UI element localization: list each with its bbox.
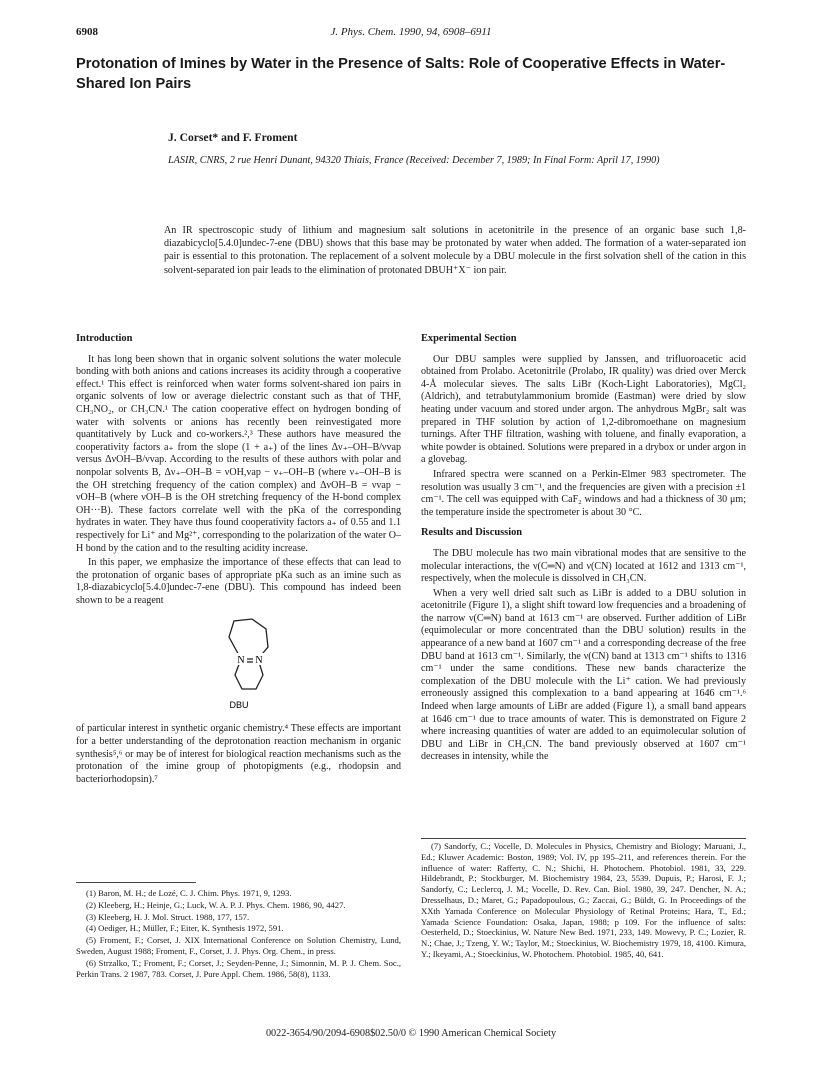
footnotes-right <box>421 838 746 961</box>
footnote: (7) Sandorfy, C.; Vocelle, D. Molecules in Physics, Chemistry and Biology; Maruani, J., Ed.; Kluwer Academic: Boston, 1989; Vol. IV, pp 195–211, and references therein. For the influence of water: Rafferty, C. N.; Shichi, H. Photochem. Photobiol. 1981, 33, 229. Hildebrandt, P.; Stockburger, M. Biochemistry 1984, 23, 5539. Dupuis, P.; Harosi, F. J.; Sandorfy, C.; Leclercq, J. M.; Vocelle, D. Rev. Can. Biol. 1980, 39, 247. Dencher, N. A.; Dresselhaus, D.; Maret, G.; Papadopoulous, G.; Zaccai, G.; Büldt, G. In Proceedings of the XXth Yamada Conference on Molecular Physiology of Retinal Proteins; Hara, T., Ed.; Yamada Science Foundation: Osaka, Japan, 1988; p 109. For the influence of salts: Oesterheld, D.; Stoeckinius, W. Nature New Bed. 1971, 233, 149. Mowevy, P. C.; Lozier, R. N.; Chae, J.; Tzeng, Y. W.; Taylor, M.; Stoeckinius, W. Biochemistry 1979, 18, 4100. Kimura, Y.; Ikeyami, A.; Stoeckinius, W. Photochem. Photobiol. 1985, 40, 641. <box>421 841 746 959</box>
footnote: (2) Kleeberg, H.; Heinje, G.; Luck, W. A. P. J. Phys. Chem. 1986, 90, 4427. <box>86 899 346 910</box>
running-header <box>76 26 746 42</box>
atom-n-2: N <box>254 655 263 667</box>
section-heading-introduction: Introduction <box>76 333 133 344</box>
page-number: 6908 <box>76 26 98 38</box>
section-heading-experimental: Experimental Section <box>421 333 517 344</box>
results-paragraph-1: The DBU molecule has two main vibrational modes that are sensitive to the molecular interactions, the ν(C═N) and ν(CN) located at 1612 and 1313 cm⁻¹, respectively, when the molecule is dissolved in CH₃CN. <box>421 547 746 585</box>
results-paragraph-2: When a very well dried salt such as LiBr is added to a DBU solution in acetonitrile (Figure 1), a slight shift toward low frequencies and a broadening of the narrow ν(C═N) band at 1613 cm⁻¹ are observed. Further addition of LiBr (equimolecular or more concentrated than the DBU solution) results in the appearance of a new band at 1607 cm⁻¹ and a corresponding decrease of the free DBU band at 1613 cm⁻¹. Similarly, the ν(CN) band at 1313 cm⁻¹ shifts to 1316 cm⁻¹ under the same conditions. These new bands characterize the complexation of the DBU molecule with the Li⁺ cation. We had previously erroneously assigned this complexation to a band appearing at 1646 cm⁻¹.⁶ Indeed when large amounts of LiBr are added (Figure 1), a small band appears at 1646 cm⁻¹ due to trace amounts of water. This is demonstrated on Figure 2 where increasing quantities of water are added to an equimolecular solution of DBU and LiBr in CH₃CN. The band previously observed at 1607 cm⁻¹ decreases in intensity, while the <box>421 587 746 763</box>
footnote: (5) Froment, F.; Corset, J. XIX International Conference on Solution Chemistry, Lund, Sweden, August 1988; Froment, F., Corset, J. J. Phys. Org. Chem., in press. <box>76 935 401 956</box>
footnote: (6) Strzalko, T.; Froment, F.; Corset, J.; Seyden-Penne, J.; Simonnin, M. P. J. Chem. Soc., Perkin Trans. 2 1987, 783. Corset, J. Pure Appl. Chem. 1986, 58(8), 1133. <box>76 957 401 979</box>
footnote: (4) Oediger, H.; Müller, F.; Eiter, K. Synthesis 1972, 591. <box>86 923 284 934</box>
journal-citation: J. Phys. Chem. 1990, 94, 6908–6911 <box>330 26 492 38</box>
footnote-rule <box>421 838 746 839</box>
intro-paragraph-1: It has long been shown that in organic solvent solutions the water molecule bonding with both anions and cations increases its acidity through a cooperative effect.¹ This effect is reinforced when water forms solvent-shared ion pairs in organic solvents of low or average dielectric constant such as that of THF, CH₃NO₂, or CH₃CN.¹ The cation cooperative effect on hydrogen bonding of water with solvents or anions has recently been reinvestigated more quantitatively by Luck and co-workers.²,³ These authors have measured the cooperativity factors a₊ from the slope (1 + a₊) of the lines Δν₊–OH–B/νvap versus ΔνOH–B/νvap. According to the results of these authors with polar and nonpolar solvents B, Δν₊–OH–B = νOH,vap − ν₊–OH–B (where ν₊–OH–B is the OH stretching frequency of the cation complex) and ΔνOH–B = νvap − νOH–B (where νOH–B is the OH stretching frequency of the H-bond complex OH···B). These factors correlate well with the pKa of the corresponding hydrates in water. They have thus found cooperativity factors a₊ of 0.55 and 1.1 respectively for Li⁺ and Mg²⁺, corresponding to the polarization of the water O–H bond by the cation and to the resulting acidity increase. <box>76 353 401 554</box>
affiliation: LASIR, CNRS, 2 rue Henri Dunant, 94320 Thiais, France (Received: December 7, 1989; In Final Form: April 17, 1990) <box>168 155 660 166</box>
copyright-footer: 0022-3654/90/2094-6908$02.50/0 © 1990 American Chemical Society <box>265 1028 557 1039</box>
authors: J. Corset* and F. Froment <box>168 131 298 144</box>
structure-label: DBU <box>228 700 249 711</box>
intro-paragraph-2: In this paper, we emphasize the importance of these effects that can lead to the protonation of organic bases of appropriate pKa such as an imine such as 1,8-diazabicyclo[5.4.0]undec-7-ene (DBU). This compound has indeed been shown to be a reagent <box>76 557 401 606</box>
intro-paragraph-3: of particular interest in synthetic organic chemistry.⁴ These effects are important for a better understanding of the deprotonation reaction mechanism in organic synthesis⁵,⁶ or may be of interest for biological reaction mechanisms such as the protonation of the imine group of photopigments (e.g., rhodopsin and bacteriorhodopsin).⁷ <box>76 723 401 785</box>
dbu-structure-diagram <box>194 615 284 711</box>
left-column <box>76 333 401 788</box>
footnote: (1) Baron, M. H.; de Lozé, C. J. Chim. Phys. 1971, 9, 1293. <box>86 888 292 898</box>
section-heading-results: Results and Discussion <box>421 527 523 539</box>
atom-n-1: N <box>236 655 245 667</box>
article-title: Protonation of Imines by Water in the Presence of Salts: Role of Cooperative Effects in Water-Shared Ion Pairs <box>76 56 726 92</box>
footnote-rule <box>76 882 196 883</box>
right-column <box>421 333 746 766</box>
footnotes-left <box>76 882 401 980</box>
experimental-paragraph-2: Infrared spectra were scanned on a Perkin-Elmer 983 spectrometer. The resolution was usually 3 cm⁻¹, and the frequencies are given with a precision ±1 cm⁻¹. The cell was equipped with CaF₂ windows and had a thickness of 30 μm; the temperature inside the spectrometer is about 30 °C. <box>421 468 746 518</box>
experimental-paragraph-1: Our DBU samples were supplied by Janssen, and trifluoroacetic acid obtained from Prolabo. Acetonitrile (Prolabo, IR quality) was dried over Merck 4-Å molecular sieves. The salts LiBr (Koch-Light Laboratories), MgCl₂ (Aldrich), and tetrabutylammonium bromide (Eastman) were dried by slow heating under vacuum and stored under argon. The anhydrous MgBr₂ salt was prepared in THF solution by action of 1,2-dibromoethane on magnesium turnings. After THF filtration, washing with toluene, and finally evaporation, a white powder is obtained. Solutions were prepared in a drybox or under argon in a glovebag. <box>421 353 746 466</box>
footnote: (3) Kleeberg, H. J. Mol. Struct. 1988, 177, 157. <box>86 911 250 922</box>
abstract: An IR spectroscopic study of lithium and magnesium salt solutions in acetonitrile in the presence of an organic base such 1,8-diazabicyclo[5.4.0]undec-7-ene (DBU) shows that this base may be protonated by water when added. The formation of a water-separated ion pair is essential to this protonation. The replacement of a solvent molecule by a DBU molecule in the first solvation shell of the cation in this solvent-separated ion pair leads to the elimination of protonated DBUH⁺X⁻ ion pair. <box>164 225 746 276</box>
